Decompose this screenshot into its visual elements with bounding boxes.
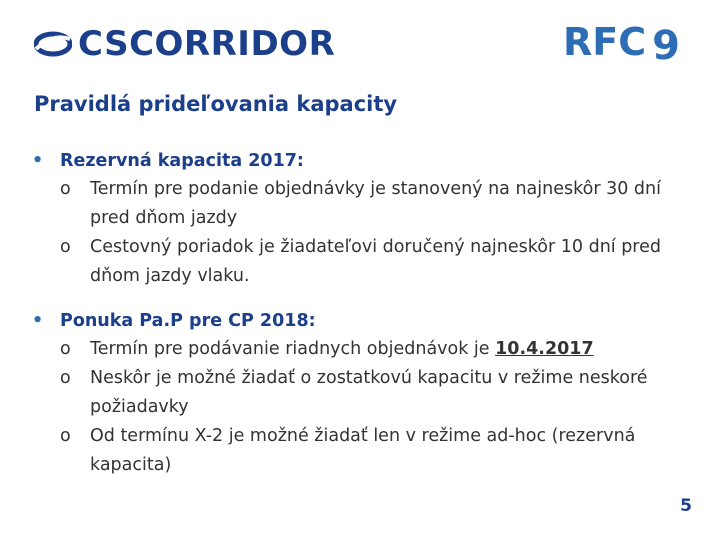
bullet-heading: Rezervná kapacita 2017: — [60, 151, 304, 171]
sub-item-text: Termín pre podávanie riadnych objednávok je — [90, 339, 496, 359]
slide-title: Pravidlá prideľovania kapacity — [34, 92, 398, 116]
bullet-marker: • — [32, 151, 44, 171]
page-number: 5 — [680, 496, 692, 516]
bullet-heading: Ponuka Pa.P pre CP 2018: — [60, 311, 316, 331]
bullet-marker: • — [32, 311, 44, 331]
swoosh-icon — [34, 29, 72, 59]
sub-item-text: Neskôr je možné žiadať o zostatkovú kapacitu v režime neskoré požiadavky — [90, 368, 648, 417]
rfc-number: 9 — [652, 23, 680, 69]
bullet-reserved-capacity — [32, 147, 692, 291]
sub-marker: o — [60, 368, 71, 388]
sub-item-text: Cestovný poriadok je žiadateľovi doručený najneskôr 10 dní pred dňom jazdy vlaku. — [90, 237, 661, 286]
deadline-date: 10.4.2017 — [495, 339, 594, 359]
sub-item — [60, 233, 692, 291]
logo-text: CSCORRIDOR — [78, 24, 336, 64]
sub-item-text: Od termínu X-2 je možné žiadať len v režime ad-hoc (rezervná kapacita) — [90, 426, 636, 475]
sub-marker: o — [60, 179, 71, 199]
sub-marker: o — [60, 339, 71, 359]
sub-marker: o — [60, 237, 71, 257]
cscorridor-logo — [34, 22, 335, 66]
sub-item — [60, 335, 692, 364]
content-area — [32, 147, 692, 480]
sub-item — [60, 422, 692, 480]
rfc-text: RFC — [563, 20, 647, 64]
sub-item-text: Termín pre podanie objednávky je stanovený na najneskôr 30 dní pred dňom jazdy — [90, 179, 661, 228]
sub-marker: o — [60, 426, 71, 446]
rfc9-logo — [563, 20, 680, 69]
sub-item — [60, 175, 692, 233]
bullet-pap-offer — [32, 307, 692, 480]
sub-item — [60, 364, 692, 422]
